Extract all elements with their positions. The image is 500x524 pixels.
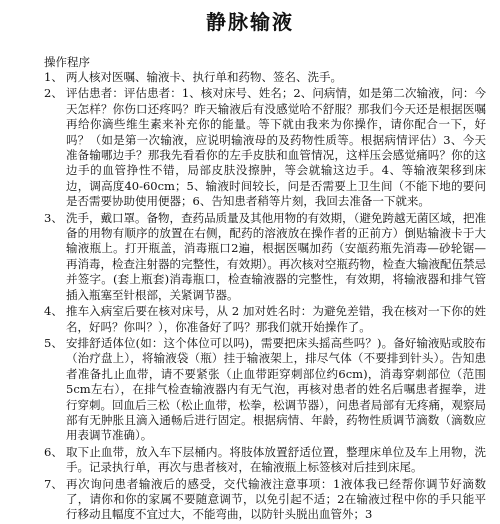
procedure-step — [44, 336, 486, 444]
step-number: 4、 — [44, 304, 63, 319]
section-heading: 操作程序 — [44, 55, 90, 69]
step-text: 安排舒适体位(如：这个体位可以吗)，需要把床头摇高些吗？)。备好输液贴或胶布（治疗盘上），将输液袋（瓶）挂于输液架上，排尽气体（不要排到针头）。告知患者准备扎止血带，请不要紧张（止血带距穿刺部位约6cm)，消毒穿刺部位（范围5cm左右），在排气检查输液器内有无气泡，再核对患者的姓名后嘱患者握拳，进行穿刺。回血后三松（松止血带，松拳，松调节器），问患者局部有无疼痛，观察局部有无肿胀且滴入通畅后进行固定。根据病情、年龄，药物性质调节滴数（滴数应用表调节准确）。 — [66, 335, 486, 443]
step-text: 推车入病室后要在核对床号，从 2 加对姓名时：为避免差错，我在核对一下你的姓名，好吗？你叫？），你准备好了吗？那我们就开始操作了。 — [66, 304, 486, 334]
procedure-step — [44, 70, 486, 85]
step-text: 两人核对医嘱、输液卡、执行单和药物、签名、洗手。 — [66, 70, 342, 84]
step-number: 7、 — [44, 476, 63, 491]
step-number: 2、 — [44, 86, 63, 101]
procedure-list — [44, 70, 486, 524]
procedure-step — [44, 477, 486, 523]
step-number: 1、 — [44, 70, 63, 84]
step-number: 6、 — [44, 444, 63, 459]
step-number: 3、 — [44, 210, 63, 225]
procedure-step — [44, 304, 486, 335]
procedure-step — [44, 86, 486, 209]
step-text: 评估患者：评估患者：1、核对床号、姓名；2、问病情，如是第二次输液，问：今天怎样？你伤口还疼吗？昨天输液后有没感觉哈不舒服？那我们今天还是根据医嘱再给你滴些维生素来补充你的能量。等下就由我来为你操作，请你配合一下，好吗？（如是第一次输液，应说明输液母的及药物性质等。根据病情评估）3、今天准备输哪边手？那我先看看你的左手皮肤和血管情况，这样压会感觉痛吗？你的这边手的血管挣性不错，局部皮肤没擦肿，等会就输这边手。4、等输液架移到床边，调高度40-60cm；5、输液时间较长，问是否需要上卫生间（不能下地的要问是否需要协助使用便器；6、告知患者稍等片刻，我回去准备一下就来。 — [66, 86, 486, 209]
procedure-step — [44, 211, 486, 303]
step-text: 洗手，戴口罩。备物，查药品质量及其他用物的有效期，（避免跨越无菌区域，把准备的用物有顺序的放置在右侧，配药的溶液放在操作者的正前方）倒贴输液卡于大输液瓶上。打开瓶盖，消毒瓶口2遍，根据医嘱加药（安瓿药瓶先消毒—砂轮锯—再消毒，检查注射器的完整性，有效期）。再次核对空瓶药物，检查大输液配伍禁忌并签字。(套上瓶套)消毒瓶口，检查输液器的完整性，有效期，将输液器和排气管插入瓶塞至针根部，关紧调节器。 — [66, 210, 486, 302]
document-title: 静脉输液 — [206, 10, 294, 34]
step-text: 取下止血带，放入车下层桶内。将肢体放置舒适位置，整理床单位及车上用物，洗手。记录执行单，再次与患者核对，在输液瓶上标签核对后挂到床尾。 — [66, 444, 486, 475]
procedure-step — [44, 445, 486, 476]
step-number: 5、 — [44, 335, 63, 350]
step-text: 再次询问患者输液后的感受，交代输液注意事项：1液体我已经帮你调节好滴数了，请你和你的家属不要随意调节，以免引起不适；2在输液过程中你的手只能平行移动且幅度不宜过大，不能弯曲，以防针头脱出血管外；3 — [66, 476, 486, 522]
